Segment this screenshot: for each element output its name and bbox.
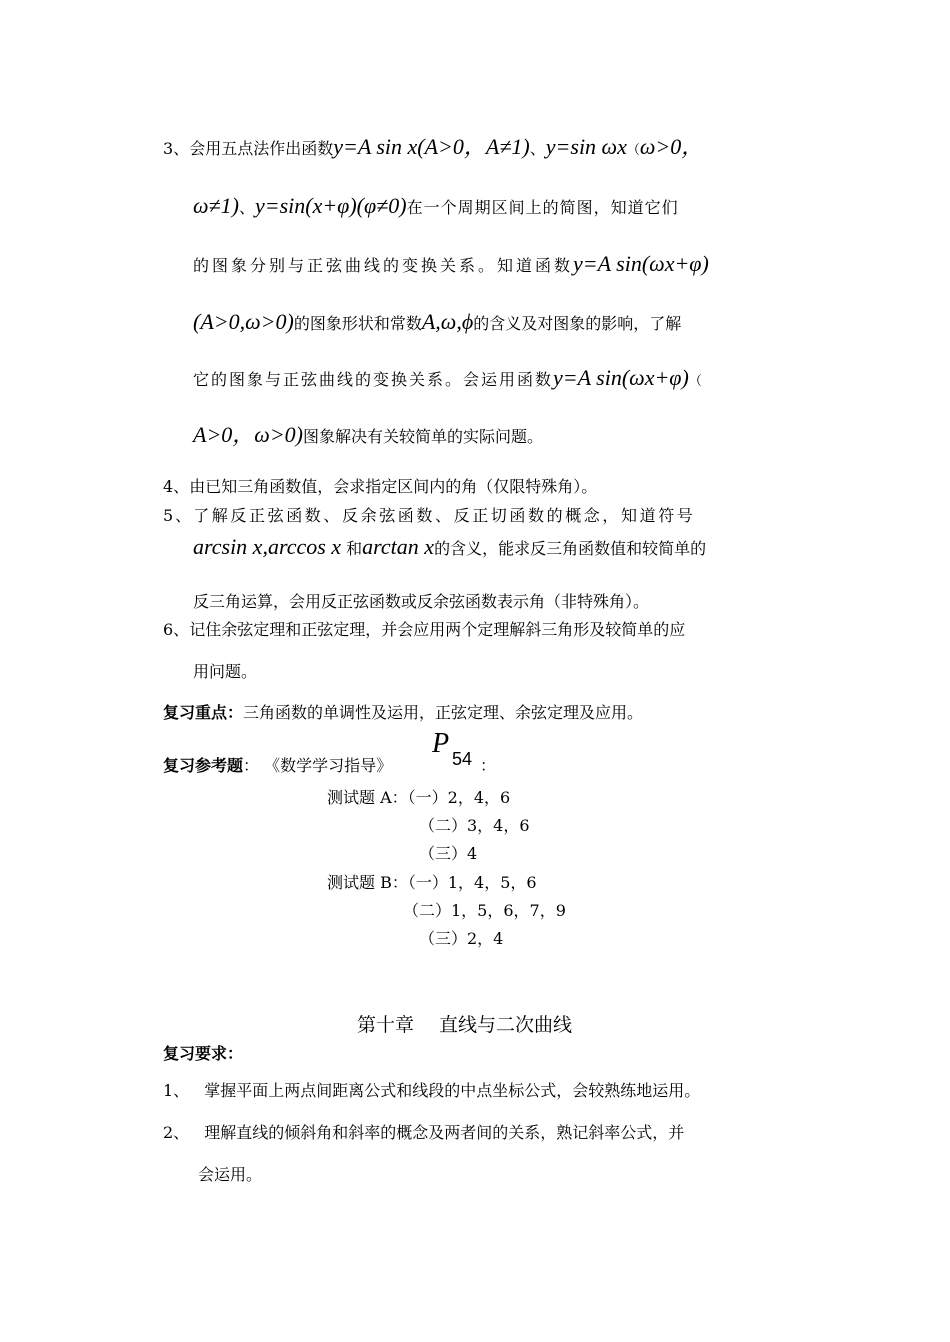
- req-item-2-line1: [163, 1123, 684, 1143]
- chapter-title: 第十章 直线与二次曲线: [357, 1014, 573, 1036]
- formula-y-asin-wx-phi: y=A sin(ωx+φ): [573, 251, 709, 276]
- condition-a-omega-2: A>0，ω>0): [193, 422, 303, 447]
- paren-open: （: [688, 374, 702, 389]
- req-item-2-number: 2、: [163, 1123, 190, 1142]
- item4: [163, 477, 597, 497]
- item3-text-6: 图象解决有关较简单的实际问题。: [303, 427, 544, 446]
- condition-a-omega: (A>0,ω>0): [193, 309, 294, 334]
- req-item-1-number: 1、: [163, 1081, 190, 1100]
- test-b-1: 测试题 B：（一）1，4，5，6: [327, 873, 537, 892]
- item5-text-1: 了解反正弦函数、反余弦函数、反正切函数的概念，知道符号: [193, 506, 696, 525]
- condition-omega: ω>0，: [639, 134, 704, 159]
- test-a-1: 测试题 A：（一）2，4，6: [327, 788, 511, 807]
- review-reference: [163, 756, 392, 776]
- req-item-2-line2: 会运用。: [198, 1165, 263, 1184]
- review-focus-label: 复习重点：: [163, 703, 244, 722]
- item3-line2: [193, 193, 679, 218]
- review-reference-colon: ：: [243, 756, 260, 775]
- item5-line2: [193, 534, 707, 559]
- formula-y-asin-wx-phi-2: y=A sin(ωx+φ): [553, 365, 689, 390]
- item4-number: 4、: [163, 477, 190, 496]
- condition-phi: (φ≠0): [356, 193, 407, 218]
- item5-line1: [163, 506, 695, 526]
- req-item-2-text-1: 理解直线的倾斜角和斜率的概念及两者间的关系，熟记斜率公式，并: [204, 1123, 685, 1142]
- paren-open: （: [626, 143, 640, 158]
- item6-text-1: 记住余弦定理和正弦定理，并会应用两个定理解斜三角形及较简单的应: [189, 620, 686, 639]
- item5-text-2: 的含义，能求反三角函数值和较简单的: [434, 539, 707, 558]
- item5-number: 5、: [163, 506, 194, 525]
- item6-line1: [163, 620, 685, 640]
- formula-y-sin-x-phi: y=sin(x+φ): [254, 193, 357, 218]
- item3-line1: [163, 134, 704, 161]
- item3-text-3: 的图象形状和常数: [293, 314, 422, 333]
- condition-omega-ne-1: ω≠1): [193, 193, 239, 218]
- item5-text-3: 反三角运算，会用反正弦函数或反余弦函数表示角（非特殊角）。: [193, 592, 650, 611]
- condition-a: (A>0，A≠1): [417, 134, 530, 159]
- review-reference-label: 复习参考题: [163, 756, 244, 775]
- test-a-3: （三）4: [419, 844, 478, 863]
- item3-line4: [193, 309, 682, 334]
- separator: 、: [529, 139, 546, 158]
- test-a-2: （二）3，4，6: [419, 816, 530, 835]
- review-focus-text: 三角函数的单调性及运用，正弦定理、余弦定理及应用。: [243, 703, 644, 722]
- formula-arcsin-arccos: arcsin x,arccos x: [193, 534, 342, 559]
- formula-arctan: arctan x: [362, 534, 435, 559]
- page-ref-number: 54: [452, 749, 473, 769]
- review-focus: [163, 703, 643, 723]
- item3-number: 3、: [163, 139, 190, 158]
- review-requirements-label: 复习要求：: [163, 1044, 244, 1063]
- item6-number: 6、: [163, 620, 190, 639]
- item6-text-2: 用问题。: [193, 662, 258, 681]
- test-b-3: （三）2，4: [419, 929, 504, 948]
- item3-text-1: 在一个周期区间上的简图，知道它们: [406, 198, 679, 217]
- req-item-1: [163, 1081, 700, 1101]
- item6-line2: [193, 662, 257, 682]
- item5-and: 和: [346, 539, 363, 558]
- review-reference-book: 《数学学习指导》: [264, 756, 393, 775]
- item3-line3: [193, 251, 709, 276]
- item3-intro: 会用五点法作出函数: [189, 139, 334, 158]
- item3-text-2: 的图象分别与正弦曲线的变换关系。知道函数: [193, 256, 574, 275]
- item5-line3: [193, 592, 649, 612]
- item3-text-5: 它的图象与正弦曲线的变换关系。会运用函数: [193, 370, 554, 389]
- item4-text: 由已知三角函数值，会求指定区间内的角（仅限特殊角）。: [189, 477, 598, 496]
- item3-line5: [193, 365, 702, 392]
- separator: 、: [238, 198, 255, 217]
- item3-text-4: 的含义及对图象的影响，了解: [473, 314, 682, 333]
- req-item-1-text: 掌握平面上两点间距离公式和线段的中点坐标公式，会较熟练地运用。: [204, 1081, 701, 1100]
- page-ref-letter: P: [432, 728, 450, 759]
- constants: A,ω,ϕ: [421, 309, 474, 334]
- item3-line6: [193, 422, 544, 447]
- test-b-2: （二）1，5，6，7，9: [403, 901, 566, 920]
- formula-y-sinwx: y=sin ωx: [545, 134, 627, 159]
- formula-y-asinx: y=A sin x: [333, 134, 418, 159]
- page-ref-tail: ：: [480, 756, 497, 775]
